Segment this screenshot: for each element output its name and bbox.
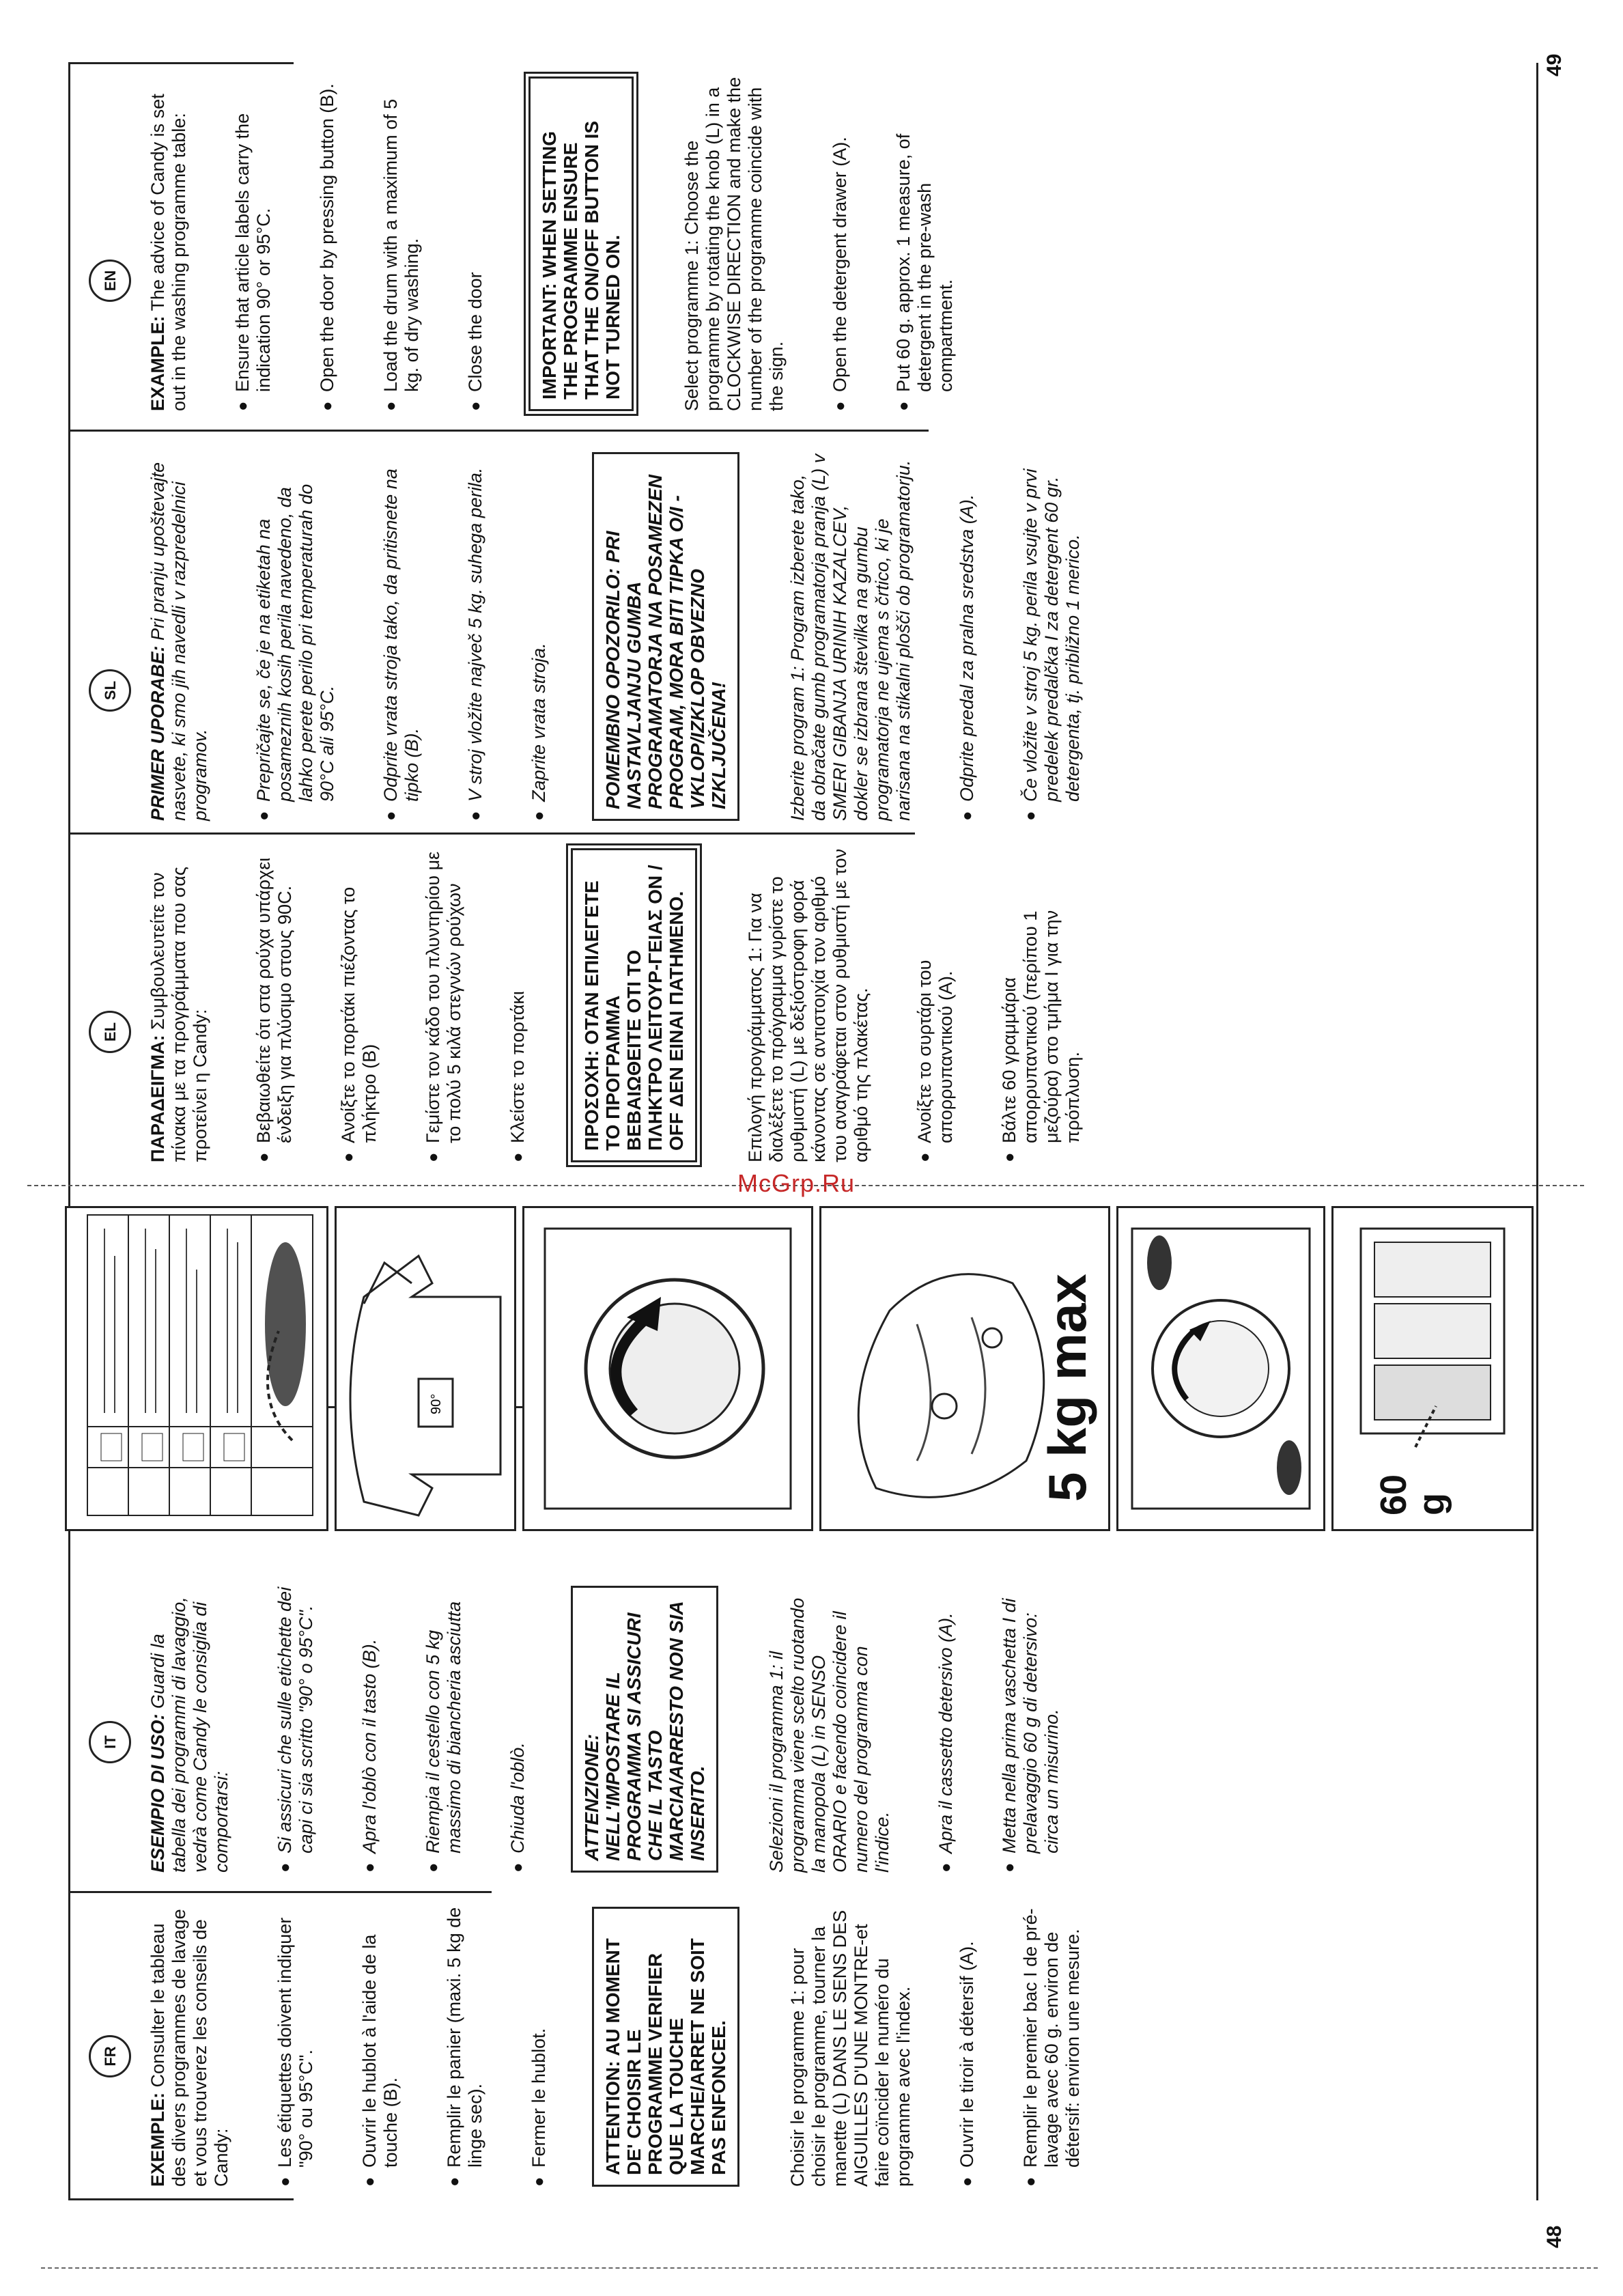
it-step-detergent: ● Metta nella prima vaschetta I di prelavaggio 60 g di detersivo: circa un misurino. — [999, 1586, 1062, 1873]
fr-warning-box: ATTENTION: AU MOMENT DE' CHOISIR LE PROGRAMME VERIFIER QUE LA TOUCHE MARCHE/ARRET NE SOIT PAS ENFONCEE. — [592, 1907, 739, 2187]
sl-step-open-door: ● Odprite vrata stroja tako, da pritisnete na tipko (B). — [380, 452, 423, 821]
en-select-programme: Select programme 1: Choose the programme by rotating the knob (L) in a CLOCKWISE DIRECTION and make the number of the programme coincide with the sign. — [681, 76, 787, 411]
fr-step-open-door: ● Ouvrir le hublot à l'aide de la touche (B). — [359, 1907, 401, 2187]
sl-step-labels: ● Prepričajte se, če je na etiketah na posameznih kosih perila navedeno, da lahko perete perilo pri temperaturah do 90°C ali 95°C. — [253, 452, 338, 821]
it-intro: ESEMPIO DI USO: Guardi la tabella dei programmi di lavaggio, vedrà come Candy le consiglia di comportarsi: — [147, 1597, 231, 1873]
flag-fr: FR — [89, 2035, 131, 2077]
left-edge-line — [41, 2267, 1598, 2269]
sl-intro: PRIMER UPORABE: Pri pranju upoštevajte nasvete, ki smo jih navedli v razpredelnici programov. — [147, 462, 210, 821]
flag-it: IT — [89, 1721, 131, 1763]
fr-step-detergent: ● Remplir le premier bac I de pré-lavage avec 60 g. environ de détersif: environ une mesure. — [1020, 1907, 1084, 2187]
en-step-labels: ● Ensure that article labels carry the indication 90° or 95°C. — [232, 76, 274, 411]
top-rule — [68, 63, 70, 2200]
fr-intro: EXEMPLE: Consulter le tableau des divers programmes de lavage et vous trouverez les conseils de Candy: — [147, 1909, 231, 2187]
it-select-programme: Selezioni il programma 1: il programma viene scelto ruotando la manopola (L) in SENSO ORARIO e facendo coincidere il numero del programma con l'indice. — [766, 1597, 892, 1873]
en-intro: EXAMPLE: The advice of Candy is set out in the washing programme table: — [147, 94, 189, 411]
watermark: McGrp.Ru — [737, 1169, 856, 1197]
figure-programme-knob — [1116, 1206, 1325, 1531]
sl-warning-box: POMEMBNO OPOZORILO: PRI NASTAVLJANJU GUMBA PROGRAMATORJA NA POSAMEZEN PROGRAM, MORA BITI TIPKA O/I - VKLOP/IZKLOP OBVEZNO IZKLJUČENA! — [592, 452, 739, 821]
it-step-open-drawer: ● Apra il cassetto detersivo (A). — [935, 1586, 957, 1873]
programme-knob-illustration — [1118, 1208, 1323, 1529]
shirt-label-illustration — [337, 1208, 514, 1529]
flag-el: EL — [89, 1011, 131, 1053]
el-select-programme: Επιλογή προγράμματος 1: Για να διαλέξετε το πρόγραμμα γυρίστε το ρυθμιστή (L) με δεξιόστροφη φορά κάνοντας σε αντιστοιχία τον αριθμό του αναγράφεται στον ρυθμιστή με τον αριθμό της πλακέτας. — [745, 848, 871, 1162]
fr-select-programme: Choisir le programme 1: pour choisir le programme, tourner la manette (L) DANS LE SENS DES AIGUILLES D'UNE MONTRE-et faire coïncider le numéro du programme avec l'index. — [787, 1909, 914, 2187]
it-step-labels: ● Si assicuri che sulle etichette dei capi ci sia scritto "90° o 95°C". — [274, 1586, 317, 1873]
svg-text:90°: 90° — [429, 1393, 444, 1414]
el-step-open-door: ● Ανοίξτε το πορτάκι πιέζοντας το πλήκτρο (B) — [338, 848, 380, 1162]
page-number-right: 49 — [1543, 53, 1566, 76]
column-it — [89, 1586, 1105, 1873]
column-fr — [89, 1907, 1126, 2187]
en-step-open-door: ● Open the door by pressing button (B). — [317, 76, 338, 411]
sl-step-detergent: ● Če vložite v stroj 5 kg. perila vsujte v prvi predelek predalčka I za detergent 60 gr. detergenta, tj. približno 1 merico. — [1020, 452, 1084, 821]
el-step-load: ● Γεμίστε τον κάδο του πλυντηρίου με το πολύ 5 κιλά στεγνών ρούχων — [423, 848, 465, 1162]
it-step-load: ● Riempia il cestello con 5 kg massimo di biancheria asciutta — [423, 1586, 465, 1873]
divider-fr-it — [68, 1891, 492, 1893]
divider-el-sl — [68, 832, 915, 835]
left-rule-top — [68, 2198, 294, 2200]
column-sl — [89, 452, 1126, 821]
sl-step-close-door: ● Zaprite vrata stroja. — [528, 452, 550, 821]
it-warning-box: ATTENZIONE: NELL'IMPOSTARE IL PROGRAMMA SI ASSICURI CHE IL TASTO MARCIA/ARRESTO NON SIA INSERITO. — [571, 1586, 718, 1873]
column-en — [89, 76, 999, 411]
washer-door-illustration — [524, 1208, 811, 1529]
programme-table-illustration — [67, 1208, 326, 1529]
flag-sl: SL — [89, 669, 131, 712]
en-warning-box: IMPORTANT: WHEN SETTING THE PROGRAMME ENSURE THAT THE ON/OFF BUTTON IS NOT TURNED ON. — [528, 76, 634, 411]
figure-detergent-drawer — [1331, 1206, 1534, 1531]
fr-step-load: ● Remplir le panier (maxi. 5 kg de linge sec). — [444, 1907, 486, 2187]
fr-step-labels: ● Les étiquettes doivent indiquer "90° ou 95°C". — [274, 1907, 317, 2187]
fr-step-close-door: ● Fermer le hublot. — [528, 1907, 550, 2187]
fr-step-open-drawer: ● Ouvrir le tiroir à détersif (A). — [957, 1907, 978, 2187]
en-step-load: ● Load the drum with a maximum of 5 kg. of dry washing. — [380, 76, 423, 411]
right-rule-top — [68, 62, 294, 64]
figure-programme-table — [65, 1206, 328, 1531]
figure-label-check — [335, 1206, 516, 1531]
page-number-left: 48 — [1543, 2225, 1566, 2248]
sl-select-programme: Izberite program 1: Program izberete tako, da obračate gumb programatorja pranja (L) v SMERI GIBANJA URINIH KAZALCEV, dokler se izbrana številka na gumbu programatorja ne ujema s črtico, ki je narisana na stikalni plošči ob programatorju. — [787, 453, 914, 821]
el-warning-box: ΠΡΟΣΟΧΗ: ΟΤΑΝ ΕΠΙΛΕΓΕΤΕ ΤΟ ΠΡΟΓΡΑΜΜΑ ΒΕΒΑΙΩΘΕΙΤΕ ΟΤΙ ΤΟ ΠΛΗΚΤΡΟ ΛΕΙΤΟΥΡ-ΓΕΙΑΣ ON / OFF ΔΕΝ ΕΙΝΑΙ ΠΑΤΗΜΕΝΟ. — [571, 848, 697, 1162]
el-step-labels: ● Βεβαιωθείτε ότι στα ρούχα υπάρχει ένδειξη για πλύσιμο στους 90C. — [253, 848, 296, 1162]
load-max-label: 5 kg max — [1037, 1274, 1097, 1502]
sl-step-load: ● V stroj vložite največ 5 kg. suhega perila. — [465, 452, 486, 821]
column-el — [89, 848, 1126, 1162]
en-step-close-door: ● Close the door — [465, 76, 486, 411]
el-step-detergent: ● Βάλτε 60 γραμμάρια απορρυπαντικού (περίπου 1 μεζούρα) στο τμήμα I για την πρόπλυση. — [999, 848, 1084, 1162]
divider-sl-en — [68, 430, 929, 432]
bottom-rule — [1536, 63, 1538, 2200]
flag-en: EN — [89, 260, 131, 302]
sl-step-open-drawer: ● Odprite predal za pralna sredstva (A). — [957, 452, 978, 821]
el-intro: ΠΑΡΑΔΕΙΓΜΑ: Συμβουλευτείτε τον πίνακα με τα προγράμματα που σας προτείνει η Candy: — [147, 867, 210, 1162]
it-step-open-door: ● Apra l'oblò con il tasto (B). — [359, 1586, 380, 1873]
detergent-amount-label: 60 g — [1373, 1474, 1452, 1515]
figure-open-door — [522, 1206, 813, 1531]
el-step-close-door: ● Κλείστε το πορτάκι — [507, 848, 528, 1162]
it-step-close-door: ● Chiuda l'oblò. — [507, 1586, 528, 1873]
el-step-open-drawer: ● Ανοίξτε το συρτάρι του απορρυπαντικού (A). — [914, 848, 957, 1162]
en-step-open-drawer: ● Open the detergent drawer (A). — [830, 76, 851, 411]
figure-load-drum — [819, 1206, 1110, 1531]
en-step-detergent: ● Put 60 g. approx. 1 measure, of detergent in the pre-wash compartment. — [893, 76, 957, 411]
